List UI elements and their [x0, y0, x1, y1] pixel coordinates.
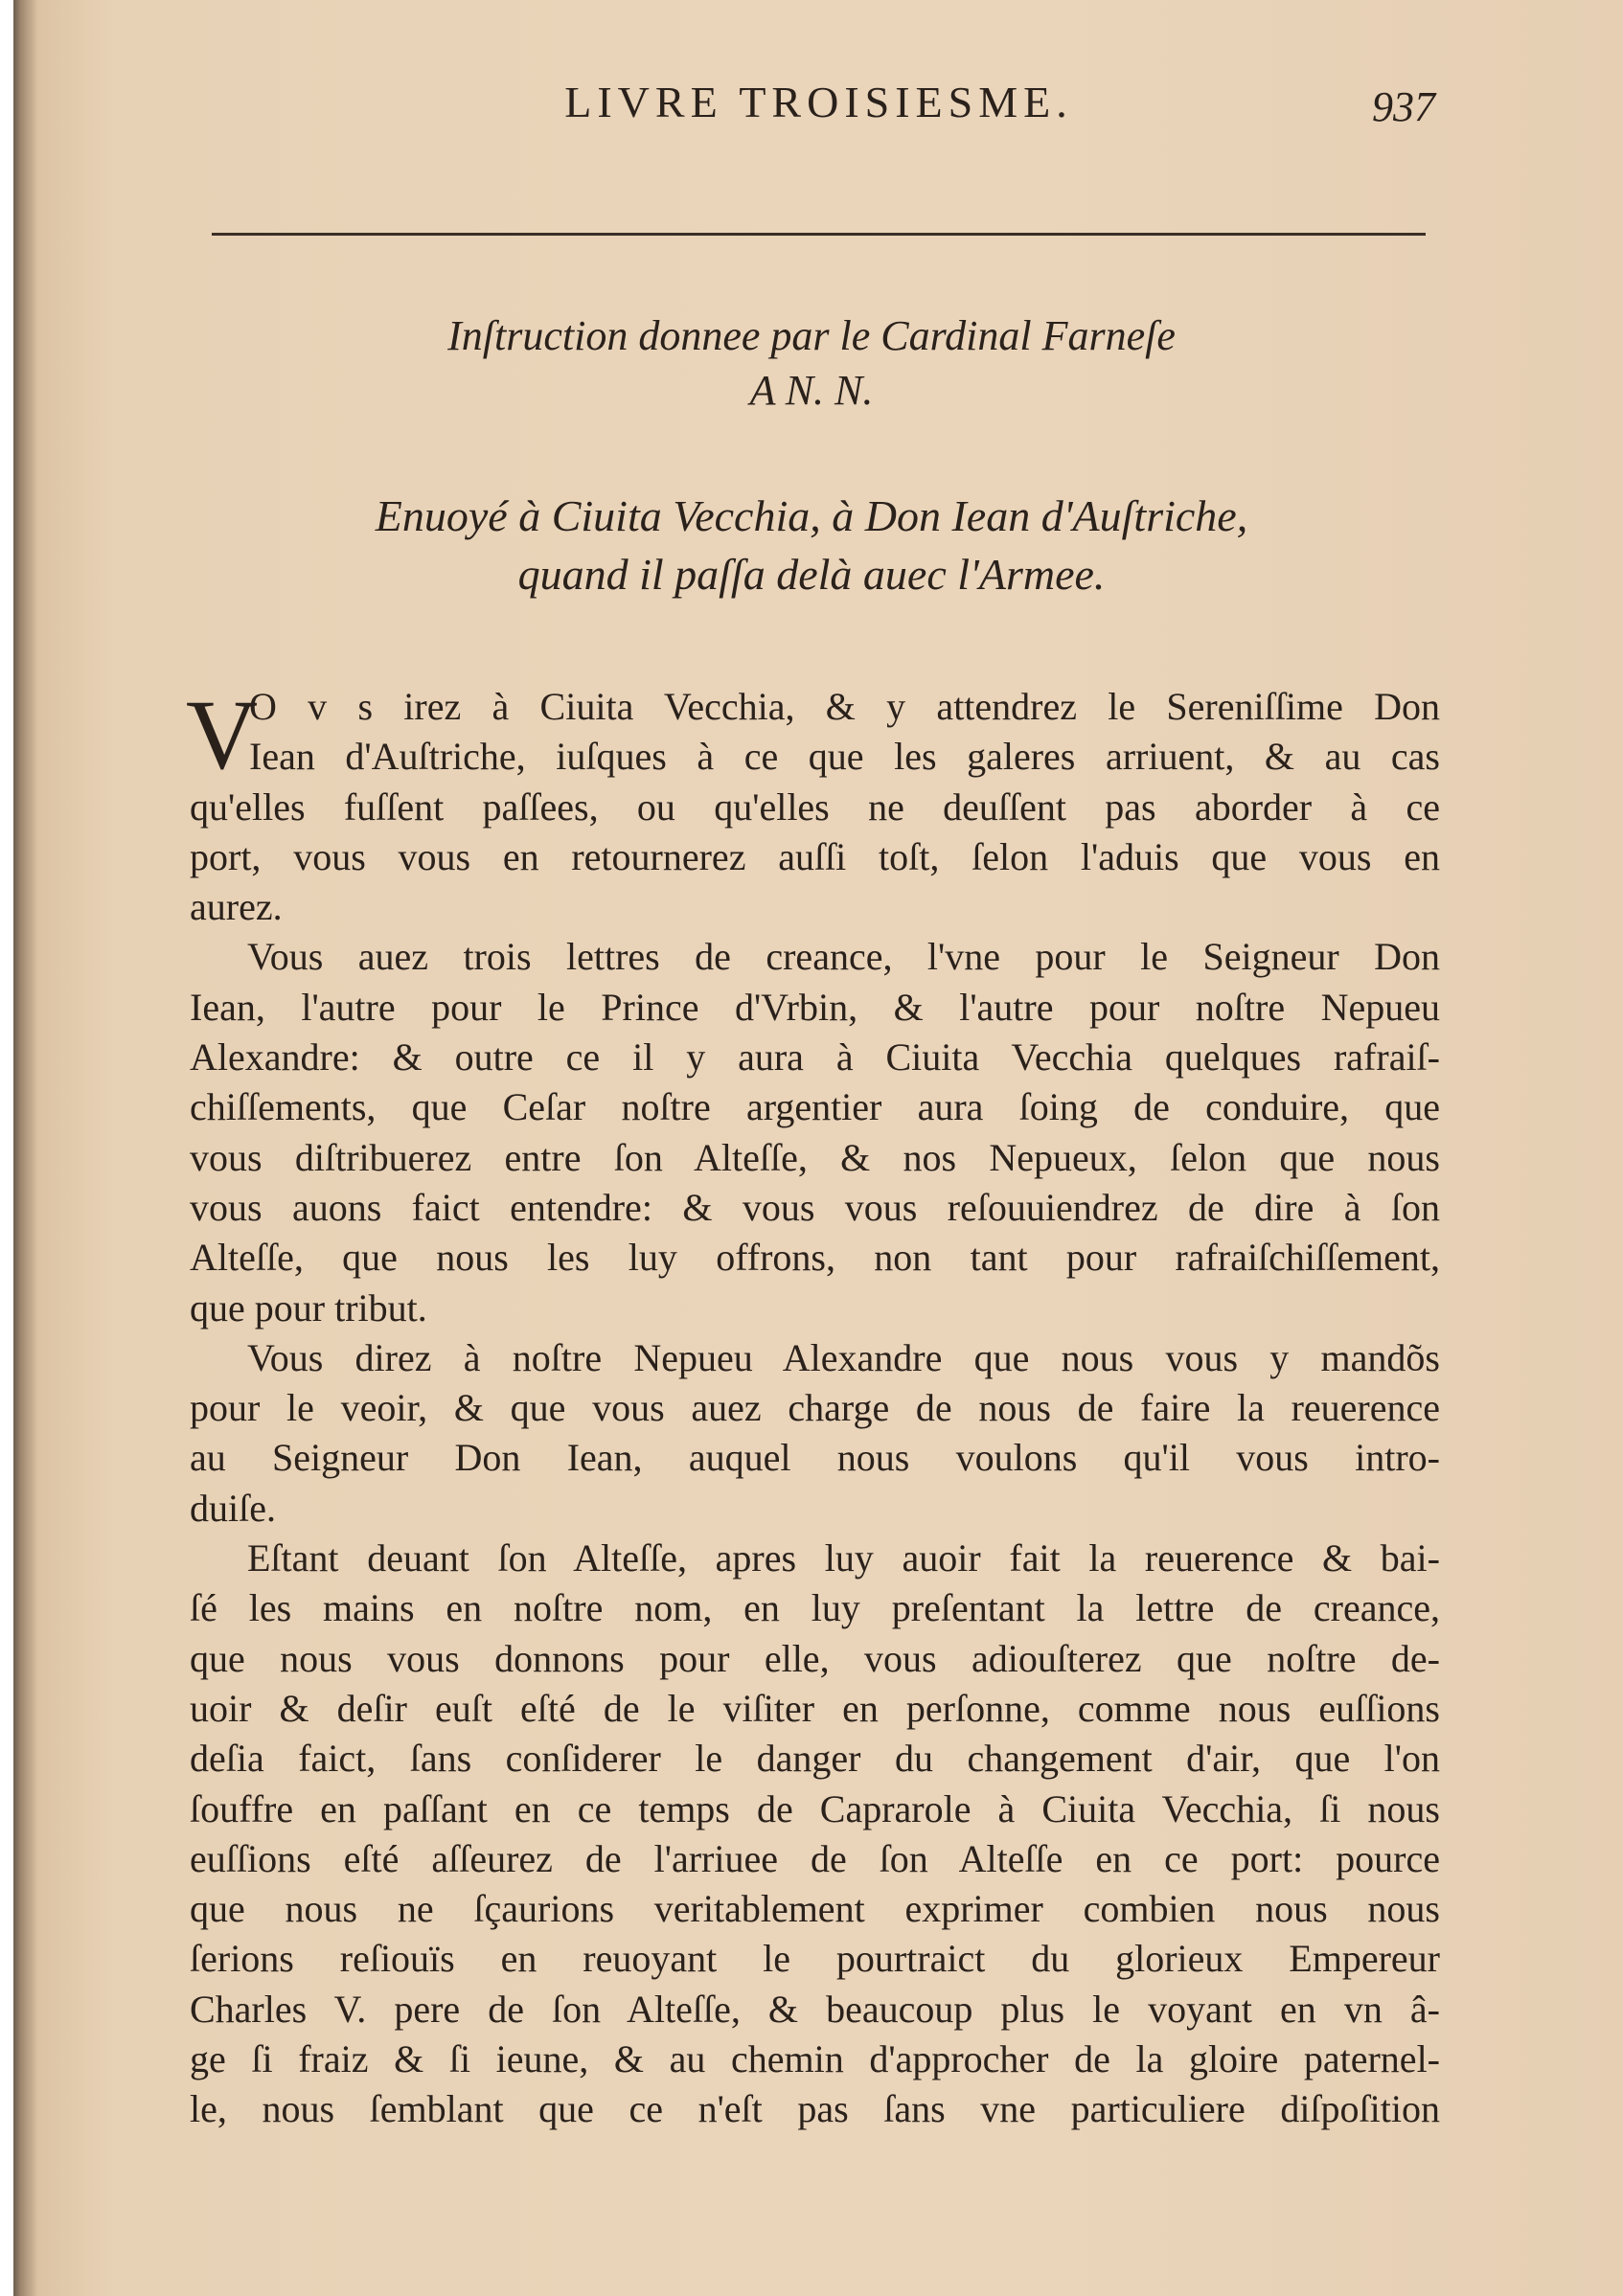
- text-line-content: port, vous vous en retournerez auſſi toſt, ſelon l'aduis que vous en: [190, 834, 1440, 878]
- text-line: [190, 1684, 1440, 1734]
- page-number: 937: [1372, 83, 1435, 130]
- section-title: Inſtruction donnee par le Cardinal Farneſe: [447, 312, 1176, 359]
- text-line: [190, 1785, 1440, 1834]
- text-line: [190, 1884, 1440, 1934]
- text-line: [190, 1284, 1440, 1333]
- text-line-content: euſſions eſté aſſeurez de l'arriuee de ſon Alteſſe en ce port: pource: [190, 1836, 1440, 1880]
- text-line-content: Iean d'Auſtriche, iuſques à ce que les galeres arriuent, & au cas: [249, 735, 1440, 779]
- text-line-content: ge ſi fraiz & ſi ieune, & au chemin d'approcher de la gloire paternel-: [190, 2037, 1440, 2081]
- text-line-content: pour le veoir, & que vous auez charge de nous de faire la reuerence: [190, 1386, 1440, 1430]
- text-line-content: au Seigneur Don Iean, auquel nous voulons qu'il vous intro-: [190, 1436, 1440, 1480]
- text-line-content: duiſe.: [190, 1486, 276, 1530]
- text-line-content: le, nous ſemblant que ce n'eſt pas ſans vne particuliere diſpoſition: [190, 2087, 1440, 2131]
- text-line: [190, 2084, 1440, 2134]
- body-text: [186, 680, 1440, 2135]
- section-subtitle-line2: quand il paſſa delà auec l'Armee.: [517, 550, 1106, 599]
- text-line-content: vous auons faict entendre: & vous vous reſouuiendrez de dire à ſon: [190, 1185, 1440, 1229]
- text-line-content: Alexandre: & outre ce il y aura à Ciuita Vecchia quelques rafraiſ-: [190, 1035, 1440, 1080]
- text-line: [190, 832, 1440, 882]
- text-line-content: vous diſtribuerez entre ſon Alteſſe, & nos Nepueux, ſelon que nous: [190, 1135, 1440, 1179]
- section-title-addressee: A N. N.: [749, 367, 874, 414]
- text-line: [190, 1383, 1440, 1433]
- text-line-content: deſia faict, ſans conſiderer le danger du changement d'air, que l'on: [190, 1737, 1440, 1781]
- text-line: [190, 1583, 1440, 1633]
- text-line: [190, 932, 1440, 982]
- text-line-content: Iean, l'autre pour le Prince d'Vrbin, & l'autre pour noſtre Nepueu: [190, 985, 1440, 1029]
- text-line: [190, 882, 1440, 932]
- text-line: [190, 1082, 1440, 1132]
- text-line: [190, 783, 1440, 832]
- text-line: [190, 1985, 1440, 2035]
- text-line: [190, 1183, 1440, 1233]
- text-line-content: ſé les mains en noſtre nom, en luy preſentant la lettre de creance,: [190, 1586, 1440, 1630]
- text-line-content: Vous auez trois lettres de creance, l'vne pour le Seigneur Don: [247, 935, 1440, 979]
- text-line: [190, 1634, 1440, 1684]
- header-rule: [212, 233, 1426, 236]
- text-line-content: O v s irez à Ciuita Vecchia, & y attendrez le Sereniſſime Don: [249, 685, 1440, 728]
- text-line: [190, 1484, 1440, 1534]
- text-line: [190, 682, 1440, 732]
- text-line: [190, 1934, 1440, 1984]
- text-line: [190, 983, 1440, 1033]
- text-line-content: Charles V. pere de ſon Alteſſe, & beaucoup plus le voyant en vn â-: [190, 1987, 1440, 2031]
- text-line-content: chiſſements, que Ceſar noſtre argentier aura ſoing de conduire, que: [190, 1085, 1440, 1129]
- text-line: [190, 1133, 1440, 1183]
- text-line-content: uoir & deſir euſt eſté de le viſiter en perſonne, comme nous euſſions: [190, 1686, 1440, 1730]
- text-line: [190, 1834, 1440, 1884]
- text-line-content: qu'elles fuſſent paſſees, ou qu'elles ne deuſſent pas aborder à ce: [190, 784, 1440, 829]
- text-line: [190, 1433, 1440, 1483]
- text-line-content: Eſtant deuant ſon Alteſſe, apres luy auoir fait la reuerence & bai-: [247, 1536, 1440, 1580]
- text-line: [190, 1333, 1440, 1383]
- text-line-content: ſerions reſiouïs en reuoyant le pourtraict du glorieux Empereur: [190, 1937, 1440, 1981]
- text-line-content: que nous ne ſçaurions veritablement exprimer combien nous nous: [190, 1887, 1440, 1931]
- text-line: [190, 1534, 1440, 1583]
- drop-cap: V: [186, 680, 259, 790]
- text-line: [190, 1734, 1440, 1784]
- section-subtitle: Enuoyé à Ciuita Vecchia, à Don Iean d'Auſtriche,: [375, 491, 1248, 540]
- text-line: [190, 1233, 1440, 1283]
- text-line-content: aurez.: [190, 885, 283, 929]
- text-line-content: ſouffre en paſſant en ce temps de Caprarole à Ciuita Vecchia, ſi nous: [190, 1786, 1440, 1830]
- text-line-content: Alteſſe, que nous les luy offrons, non tant pour rafraiſchiſſement,: [190, 1236, 1440, 1280]
- text-line: [190, 2035, 1440, 2084]
- text-line-content: que pour tribut.: [190, 1285, 427, 1330]
- text-line: [190, 1033, 1440, 1082]
- text-line: [190, 732, 1440, 782]
- text-line-content: que nous vous donnons pour elle, vous adiouſterez que noſtre de-: [190, 1636, 1440, 1680]
- page-header: [212, 77, 1435, 144]
- text-line-content: Vous direz à noſtre Nepueu Alexandre que nous vous y mandõs: [247, 1335, 1440, 1379]
- running-title: LIVRE TROISIESME.: [564, 78, 1073, 126]
